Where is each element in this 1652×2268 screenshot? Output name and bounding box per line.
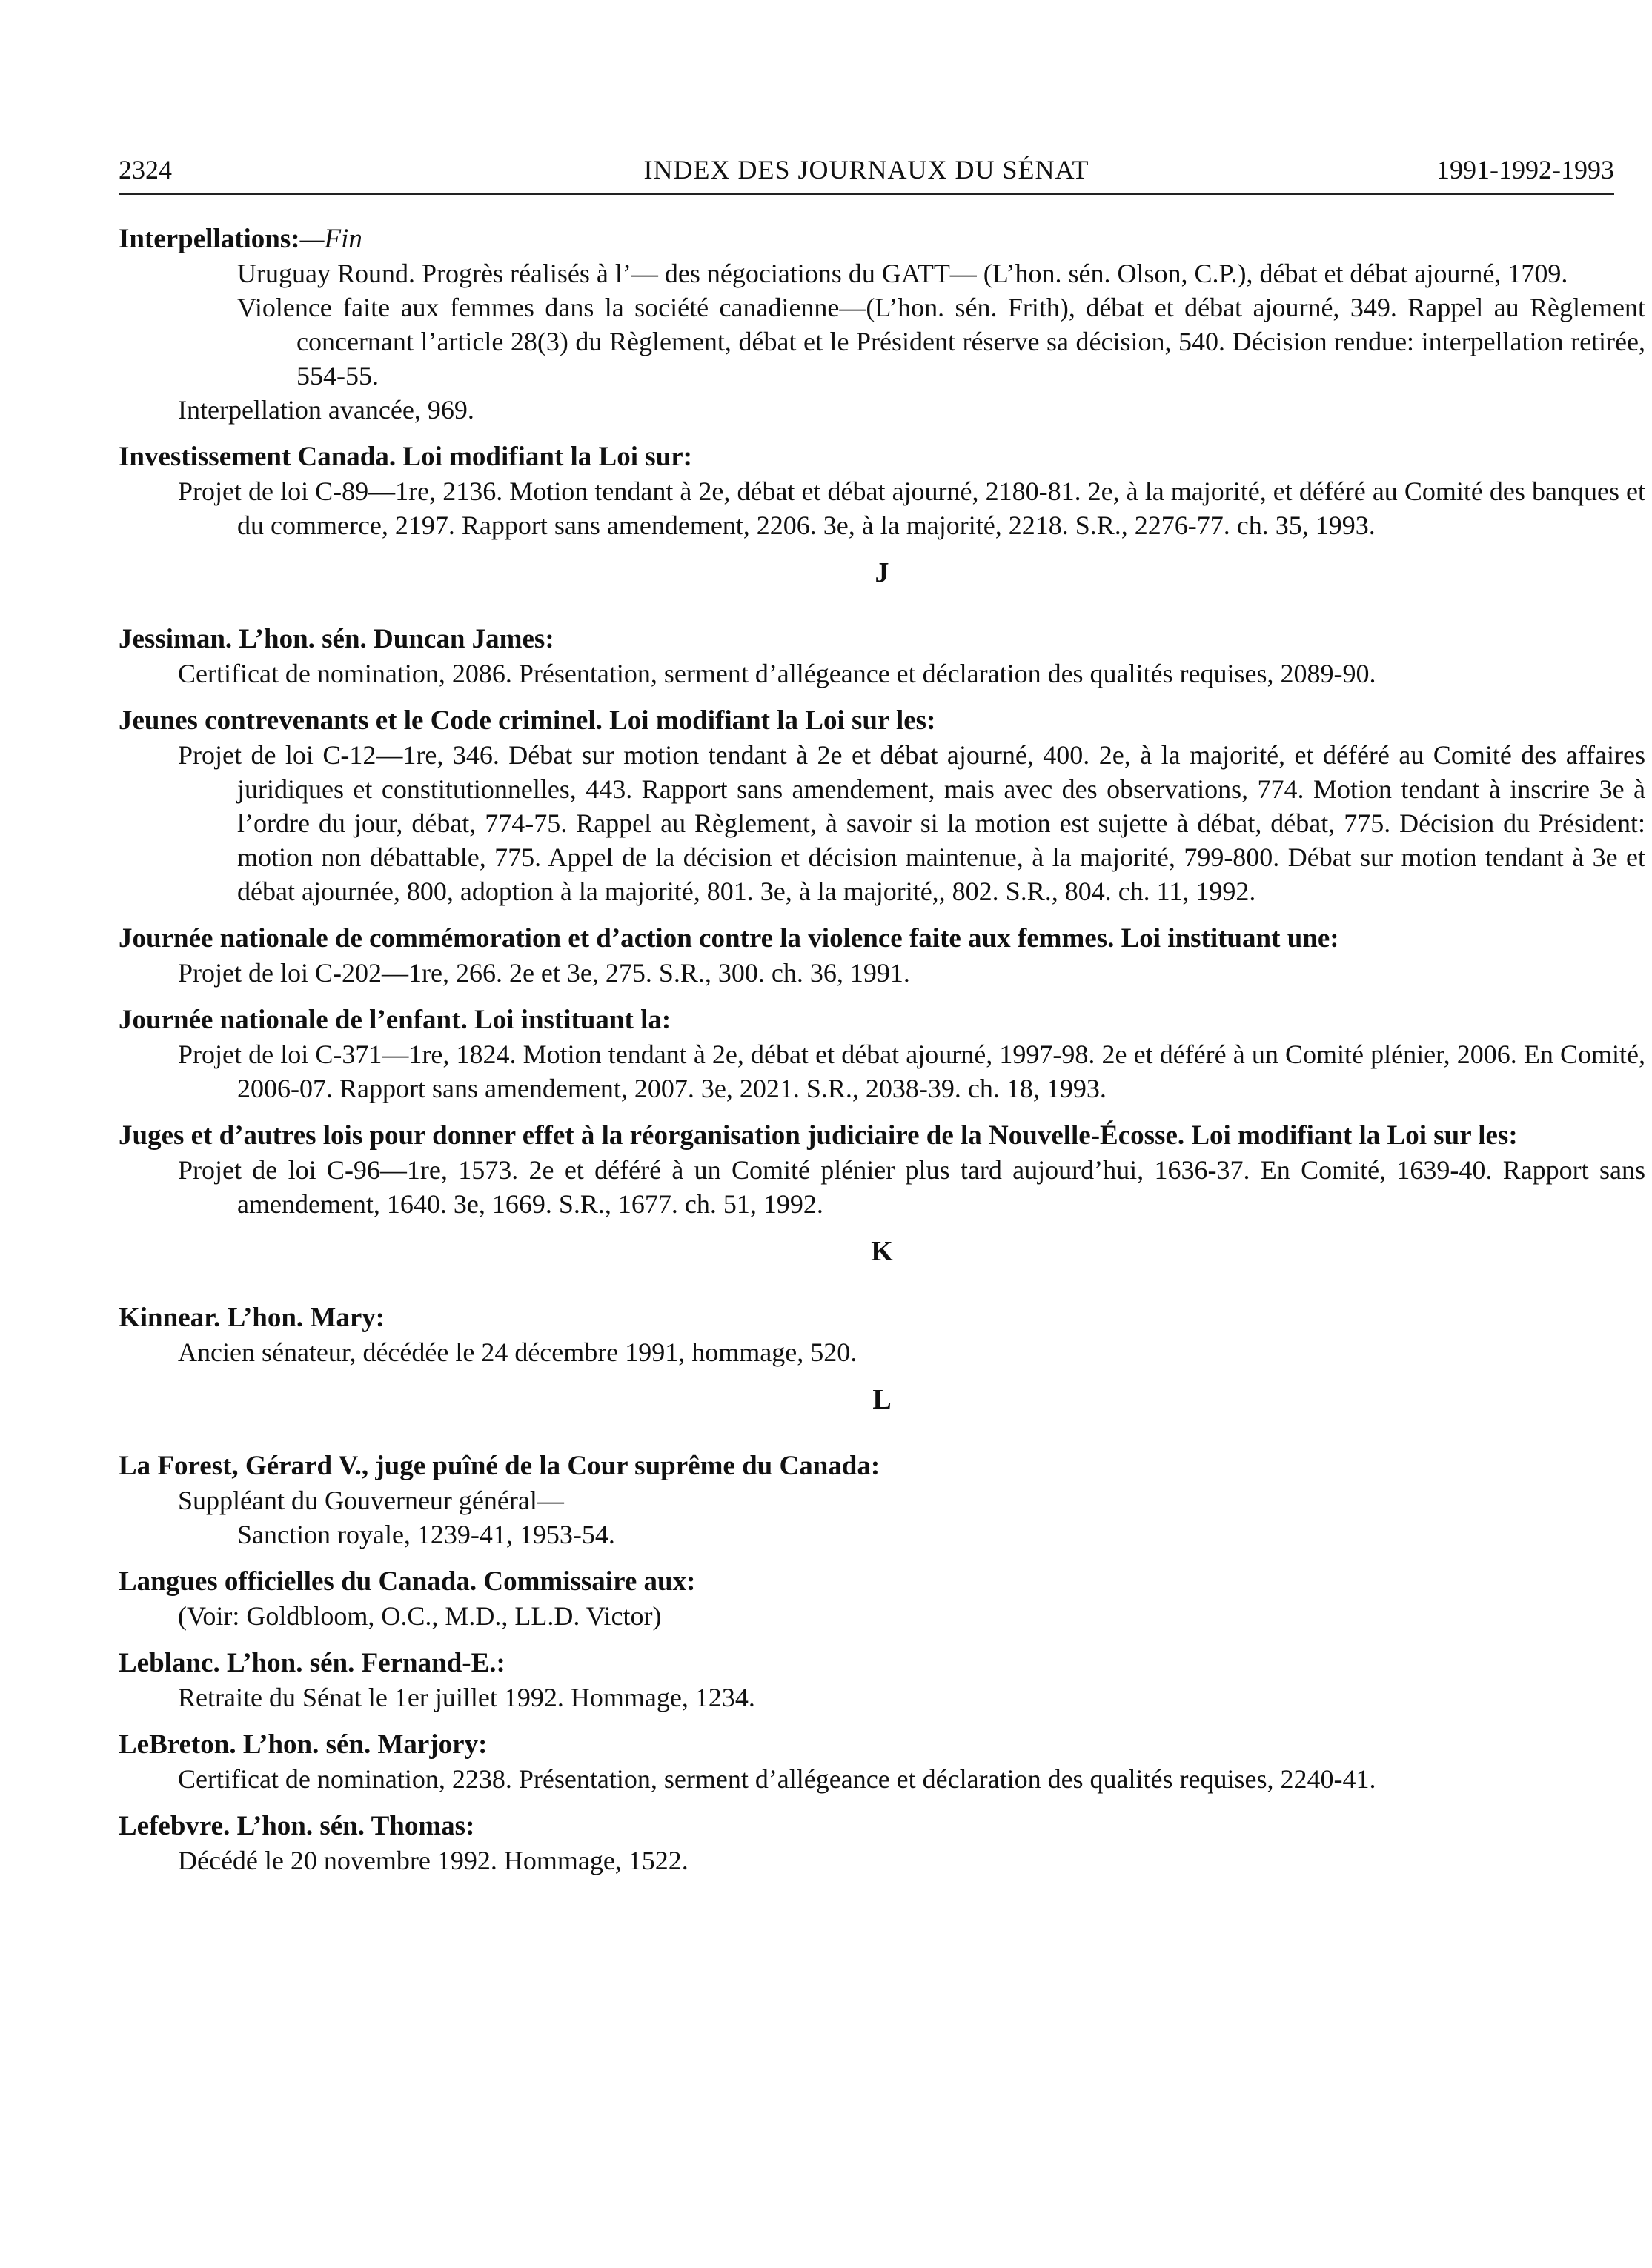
entry-heading: Jeunes contrevenants et le Code criminel. Loi modifiant la Loi sur les:: [119, 705, 936, 736]
entry-interpellations: [119, 222, 1645, 427]
entry-investissement: [119, 440, 1645, 542]
subentry-uruguay: Uruguay Round. Progrès réalisés à l’— des négociations du GATT— (L’hon. sén. Olson, C.P.), débat et débat ajourné, 1709.: [237, 259, 1568, 288]
entry-laforest: [119, 1449, 1645, 1552]
page-title: INDEX DES JOURNAUX DU SÉNAT: [643, 155, 1089, 184]
entry-heading: Langues officielles du Canada. Commissaire aux:: [119, 1566, 696, 1597]
entry-text: Ancien sénateur, décédée le 24 décembre 1991, hommage, 520.: [178, 1337, 857, 1367]
entry-heading: La Forest, Gérard V., juge puîné de la Cour suprême du Canada:: [119, 1451, 880, 1481]
entry-text: Décédé le 20 novembre 1992. Hommage, 1522.: [178, 1846, 689, 1875]
entry-text: Certificat de nomination, 2086. Présentation, serment d’allégeance et déclaration des qualités requises, 2089-90.: [178, 659, 1376, 688]
entry-juges: [119, 1119, 1645, 1221]
subentry-avancee: Interpellation avancée, 969.: [178, 395, 474, 425]
entry-text: Projet de loi C-89—1re, 2136. Motion tendant à 2e, débat et débat ajourné, 2180-81. 2e, à la majorité, et déféré au Comité des banques et du commerce, 2197. Rapport sans amendement, 2206. 3e, à la majorité, 2218. S.R., 2276-77. ch. 35, 1993.: [178, 476, 1645, 540]
entry-heading: Jessiman. L’hon. sén. Duncan James:: [119, 624, 554, 654]
entry-text: Suppléant du Gouverneur général—: [178, 1486, 564, 1515]
entry-text: Retraite du Sénat le 1er juillet 1992. Hommage, 1234.: [178, 1683, 755, 1712]
entry-heading-suffix: —Fin: [299, 224, 362, 254]
entry-text: Projet de loi C-371—1re, 1824. Motion tendant à 2e, débat et débat ajourné, 1997-98. 2e et déféré à un Comité plénier, 2006. En Comité, 2006-07. Rapport sans amendement, 2007. 3e, 2021. S.R., 2038-39. ch. 18, 1993.: [178, 1040, 1645, 1103]
entry-heading: Juges et d’autres lois pour donner effet à la réorganisation judiciaire de la Nouvelle-Écosse. Loi modifiant la Loi sur les:: [119, 1120, 1518, 1151]
entry-journee-enfant: [119, 1003, 1645, 1105]
running-header: [119, 147, 1614, 195]
entry-heading: Investissement Canada. Loi modifiant la Loi sur:: [119, 442, 692, 472]
index-body: [119, 222, 1645, 1891]
entry-heading: Lefebvre. L’hon. sén. Thomas:: [119, 1811, 475, 1841]
entry-lefebvre: [119, 1809, 1645, 1878]
entry-jeunes: [119, 704, 1645, 908]
entry-heading: Kinnear. L’hon. Mary:: [119, 1303, 385, 1333]
entry-subtext: Sanction royale, 1239-41, 1953-54.: [237, 1520, 615, 1549]
section-letter-k: K: [871, 1236, 893, 1267]
entry-text: Projet de loi C-96—1re, 1573. 2e et déféré à un Comité plénier plus tard aujourd’hui, 1636-37. En Comité, 1639-40. Rapport sans amendement, 1640. 3e, 1669. S.R., 1677. ch. 51, 1992.: [178, 1155, 1645, 1219]
entry-heading: Leblanc. L’hon. sén. Fernand-E.:: [119, 1648, 505, 1678]
entry-text: Projet de loi C-202—1re, 266. 2e et 3e, 275. S.R., 300. ch. 36, 1991.: [178, 958, 910, 988]
entry-leblanc: [119, 1646, 1645, 1715]
entry-kinnear: [119, 1301, 1645, 1369]
entry-text: Projet de loi C-12—1re, 346. Débat sur motion tendant à 2e et débat ajourné, 400. 2e, à la majorité, et déféré au Comité des affaires juridiques et constitutionnelles, 443. Rapport sans amendement, mais avec des observations, 774. Motion tendant à inscrire 3e à l’ordre du jour, débat, 774-75. Rappel au Règlement, à savoir si la motion est sujette à débat, débat, 775. Décision du Président: motion non débattable, 775. Appel de la décision et décision maintenue, à la majorité, 799-800. Débat sur motion tendant à 3e et débat ajournée, 800, adoption à la majorité, 801. 3e, à la majorité,, 802. S.R., 804. ch. 11, 1992.: [178, 740, 1645, 906]
entry-text: (Voir: Goldbloom, O.C., M.D., LL.D. Victor): [178, 1601, 662, 1631]
entry-lebreton: [119, 1728, 1645, 1796]
entry-langues: [119, 1565, 1645, 1633]
page-number: 2324: [119, 155, 172, 184]
section-letter-l: L: [872, 1384, 892, 1415]
entry-text: Certificat de nomination, 2238. Présentation, serment d’allégeance et déclaration des qualités requises, 2240-41.: [178, 1764, 1376, 1794]
entry-heading: Journée nationale de commémoration et d’action contre la violence faite aux femmes. Loi instituant une:: [119, 923, 1339, 954]
subentry-violence: Violence faite aux femmes dans la société canadienne—(L’hon. sén. Frith), débat et débat ajourné, 349. Rappel au Règlement concernant l’article 28(3) du Règlement, débat et le Président réserve sa décision, 540. Décision rendue: interpellation retirée, 554-55.: [237, 293, 1645, 390]
entry-journee-violence: [119, 922, 1645, 990]
section-letter-j: J: [875, 557, 889, 588]
entry-heading: Journée nationale de l’enfant. Loi instituant la:: [119, 1005, 671, 1035]
entry-heading: Interpellations:: [119, 224, 300, 254]
entry-heading: LeBreton. L’hon. sén. Marjory:: [119, 1729, 488, 1760]
page-years: 1991-1992-1993: [1436, 155, 1614, 184]
entry-jessiman: [119, 622, 1645, 691]
